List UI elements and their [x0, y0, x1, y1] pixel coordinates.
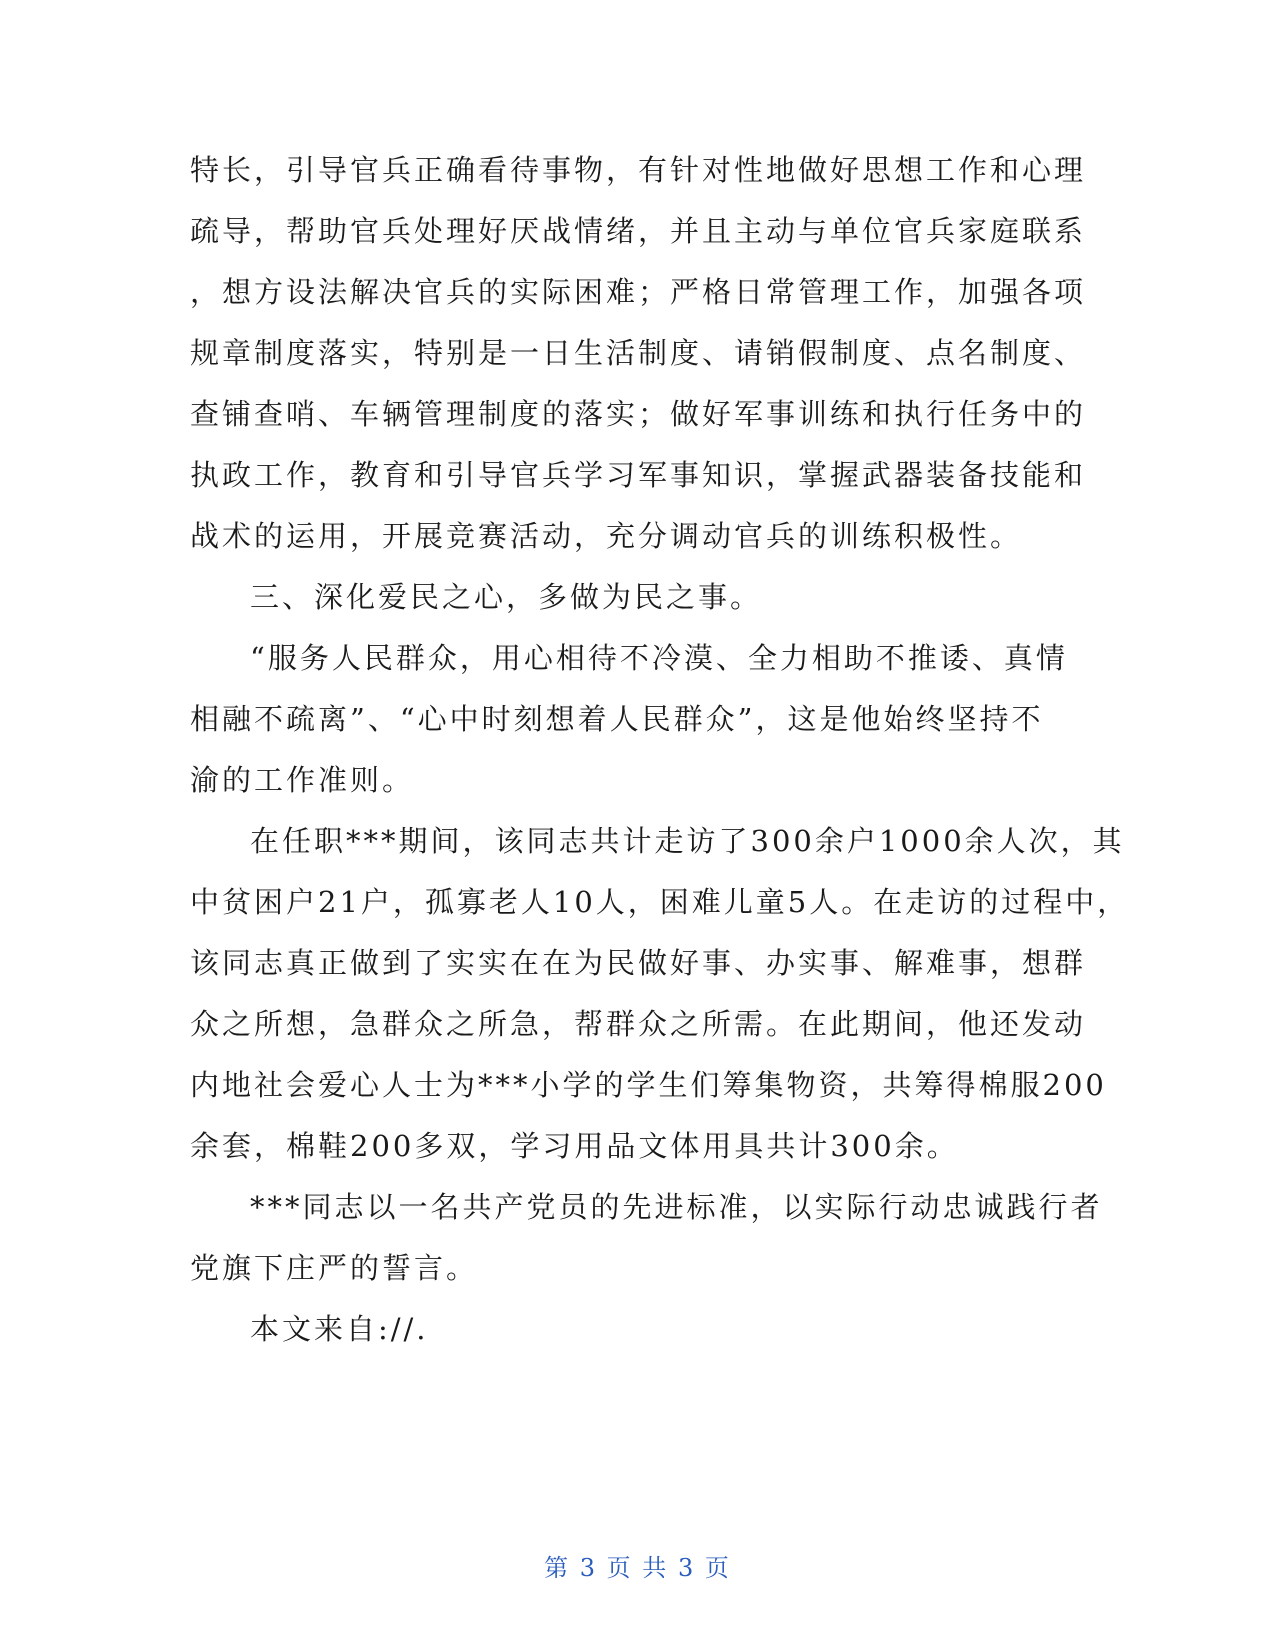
paragraph-line: 余套，棉鞋200多双，学习用品文体用具共计300余。 — [190, 1129, 959, 1163]
paragraph-line: 众之所想，急群众之所急，帮群众之所需。在此期间，他还发动 — [190, 1007, 1087, 1041]
paragraph-line: ，想方设法解决官兵的实际困难；严格日常管理工作，加强各项 — [190, 275, 1087, 309]
paragraph-line: 执政工作，教育和引导官兵学习军事知识，掌握武器装备技能和 — [190, 458, 1087, 492]
section-heading: 三、深化爱民之心，多做为民之事。 — [250, 580, 763, 614]
paragraph-line: 内地社会爱心人士为***小学的学生们筹集物资，共筹得棉服200 — [190, 1068, 1107, 1102]
paragraph-line: ***同志以一名共产党员的先进标准，以实际行动忠诚践行者 — [250, 1190, 1103, 1224]
paragraph-line: 党旗下庄严的誓言。 — [190, 1251, 479, 1285]
paragraph-line: 战术的运用，开展竞赛活动，充分调动官兵的训练积极性。 — [190, 519, 1023, 553]
page-number-footer: 第 3 页 共 3 页 — [544, 1554, 731, 1582]
paragraph-line: 中贫困户21户，孤寡老人10人，困难儿童5人。在走访的过程中， — [190, 885, 1130, 919]
paragraph-line: 在任职***期间，该同志共计走访了300余户1000余人次，其 — [250, 824, 1125, 858]
paragraph-line: 规章制度落实，特别是一日生活制度、请销假制度、点名制度、 — [190, 336, 1087, 370]
paragraph-line: 相融不疏离”、“心中时刻想着人民群众”，这是他始终坚持不 — [190, 702, 1044, 736]
paragraph-line: 该同志真正做到了实实在在为民做好事、办实事、解难事，想群 — [190, 946, 1087, 980]
paragraph-line: “服务人民群众，用心相待不冷漠、全力相助不推诿、真情 — [250, 641, 1068, 675]
paragraph-line: 渝的工作准则。 — [190, 763, 415, 797]
paragraph-line: 特长，引导官兵正确看待事物，有针对性地做好思想工作和心理 — [190, 153, 1087, 187]
source-note: 本文来自://. — [250, 1312, 429, 1346]
paragraph-line: 疏导，帮助官兵处理好厌战情绪，并且主动与单位官兵家庭联系 — [190, 214, 1087, 248]
document-body — [190, 140, 1130, 1360]
paragraph-line: 查铺查哨、车辆管理制度的落实；做好军事训练和执行任务中的 — [190, 397, 1087, 431]
